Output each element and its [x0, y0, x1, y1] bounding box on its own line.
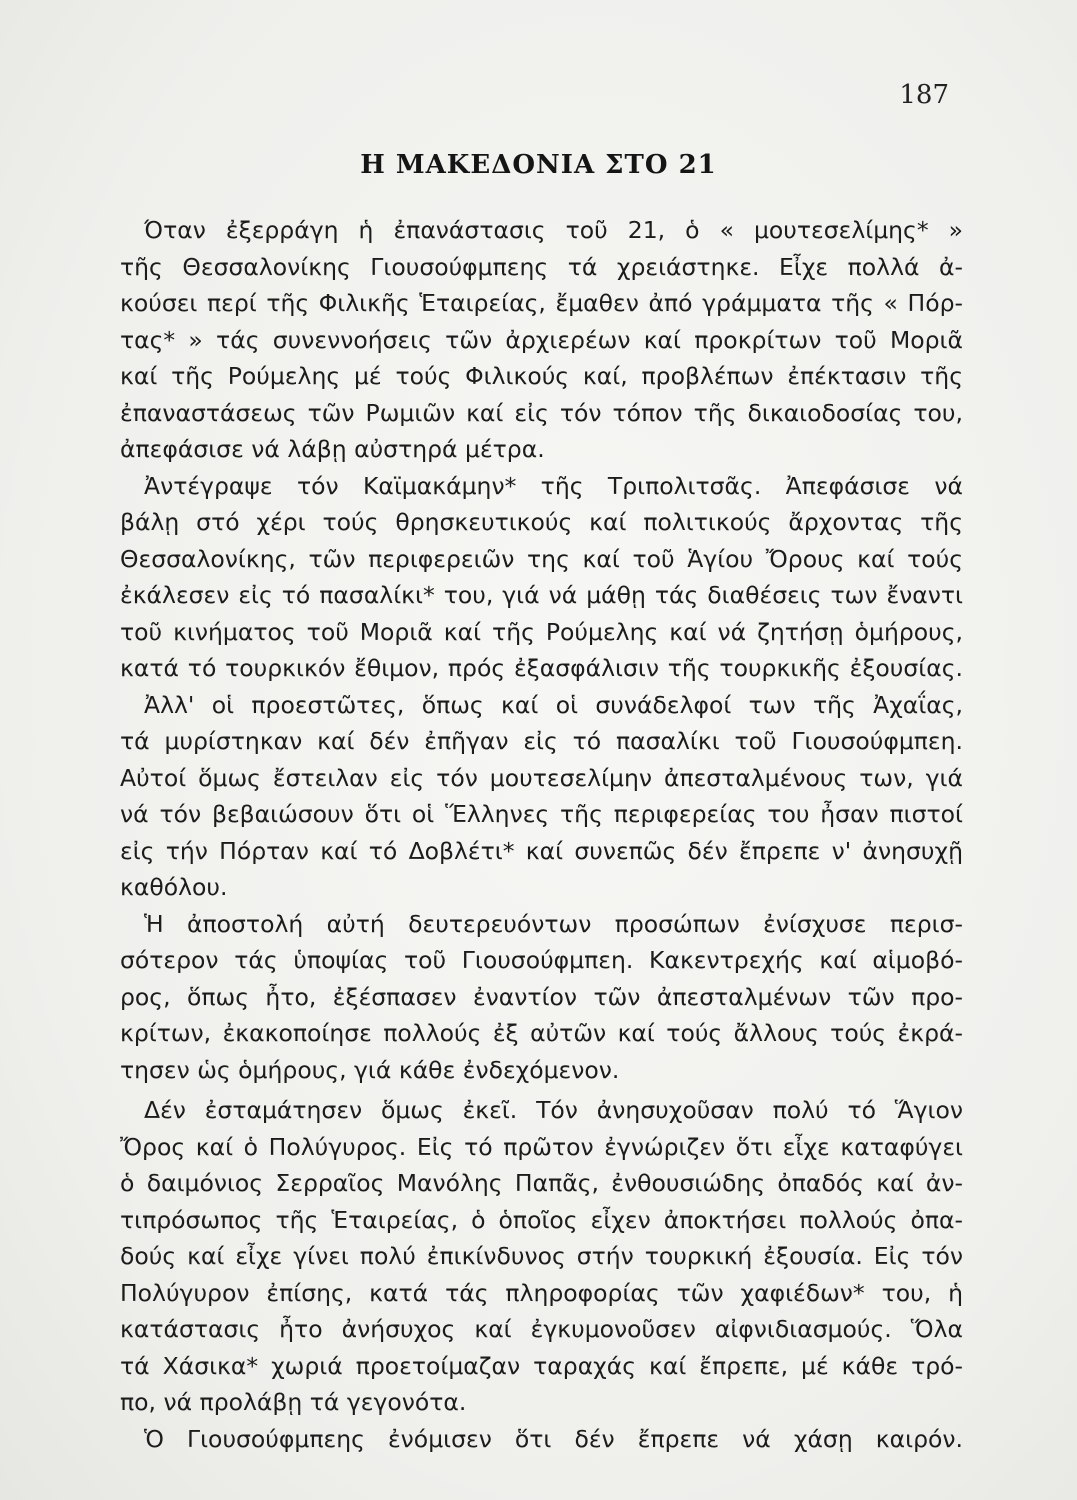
text-line: δούς καί εἶχε γίνει πολύ ἐπικίνδυνος στήν τουρκική ἐξουσία. Εἰς τόν: [120, 1242, 963, 1270]
text-line: Δέν ἐσταμάτησεν ὅμως ἐκεῖ. Τόν ἀνησυχοῦσαν πολύ τό Ἅγιον: [144, 1096, 963, 1124]
text-line: Ἡ ἀποστολή αὐτή δευτερευόντων προσώπων ἐνίσχυσε περισ-: [144, 909, 963, 938]
text-line: τά μυρίστηκαν καί δέν ἐπῆγαν εἰς τό πασαλίκι τοῦ Γιουσούφμπεη.: [120, 727, 963, 755]
paragraph: [120, 906, 963, 1089]
paragraph: [120, 212, 963, 468]
text-line: καθόλου.: [120, 873, 228, 901]
page-number: 187: [899, 80, 949, 110]
text-line: ρος, ὅπως ἦτο, ἐξέσπασεν ἐναντίον τῶν ἀπεσταλμένων τῶν προ-: [120, 982, 963, 1011]
text-line: κατά τό τουρκικόν ἔθιμον, πρός ἐξασφάλισιν τῆς τουρκικῆς ἐξουσίας.: [120, 654, 963, 682]
paragraph: [120, 1421, 963, 1458]
text-line: ἀπεφάσισε νά λάβῃ αὐστηρά μέτρα.: [120, 435, 545, 463]
text-line: Ὄρος καί ὁ Πολύγυρος. Εἰς τό πρῶτον ἐγνώριζεν ὅτι εἶχε καταφύγει: [120, 1132, 963, 1161]
text-line: τησεν ὡς ὁμήρους, γιά κάθε ἐνδεχόμενον.: [120, 1055, 620, 1084]
text-line: Ἀντέγραψε τόν Καϊμακάμην* τῆς Τριπολιτσᾶς. Ἀπεφάσισε νά: [144, 471, 963, 500]
text-line: εἰς τήν Πόρταν καί τό Δοβλέτι* καί συνεπῶς δέν ἔπρεπε ν' ἀνησυχῇ: [120, 836, 963, 865]
text-line: Αὐτοί ὅμως ἔστειλαν εἰς τόν μουτεσελίμην ἀπεσταλμένους των, γιά: [120, 763, 963, 792]
chapter-title: Η ΜΑΚΕΔΟΝΙΑ ΣΤΟ 21: [360, 150, 717, 180]
text-line: πο, νά προλάβῃ τά γεγονότα.: [120, 1388, 467, 1416]
text-line: Ὁ Γιουσούφμπεης ἐνόμισεν ὅτι δέν ἔπρεπε νά χάσῃ καιρόν.: [144, 1424, 963, 1453]
text-line: ὁ δαιμόνιος Σερραῖος Μανόλης Παπᾶς, ἐνθουσιώδης ὀπαδός καί ἀν-: [120, 1169, 963, 1197]
text-line: τῆς Θεσσαλονίκης Γιουσούφμπεης τά χρειάστηκε. Εἶχε πολλά ἀ-: [120, 252, 963, 281]
text-line: τοῦ κινήματος τοῦ Μοριᾶ καί τῆς Ρούμελης καί νά ζητήσῃ ὁμήρους,: [120, 617, 963, 646]
text-line: τας* » τάς συνεννοήσεις τῶν ἀρχιερέων καί προκρίτων τοῦ Μοριᾶ: [120, 325, 963, 354]
text-line: νά τόν βεβαιώσουν ὅτι οἱ Ἕλληνες τῆς περιφερείας του ἦσαν πιστοί: [120, 800, 963, 828]
text-line: τά Χάσικα* χωριά προετοίμαζαν ταραχάς καί ἔπρεπε, μέ κάθε τρό-: [120, 1351, 963, 1380]
text-line: βάλῃ στό χέρι τούς θρησκευτικούς καί πολιτικούς ἄρχοντας τῆς: [120, 508, 963, 536]
paragraph: [120, 687, 963, 906]
text-line: κρίτων, ἐκακοποίησε πολλούς ἐξ αὐτῶν καί τούς ἄλλους τούς ἐκρά-: [120, 1019, 963, 1047]
text-line: τιπρόσωπος τῆς Ἑταιρείας, ὁ ὁποῖος εἶχεν ἀποκτήσει πολλούς ὀπα-: [120, 1205, 963, 1234]
body-text: [120, 212, 963, 1457]
text-line: ἐπαναστάσεως τῶν Ρωμιῶν καί εἰς τόν τόπον τῆς δικαιοδοσίας του,: [120, 398, 963, 427]
text-line: σότερον τάς ὑποψίας τοῦ Γιουσούφμπεη. Κακεντρεχής καί αἱμοβό-: [120, 946, 963, 974]
text-line: Θεσσαλονίκης, τῶν περιφερειῶν της καί τοῦ Ἁγίου Ὄρους καί τούς: [120, 544, 963, 573]
text-line: κούσει περί τῆς Φιλικῆς Ἑταιρείας, ἔμαθεν ἀπό γράμματα τῆς « Πόρ-: [120, 289, 963, 317]
text-line: κατάστασις ἦτο ἀνήσυχος καί ἐγκυμονοῦσεν αἰφνιδιασμούς. Ὅλα: [120, 1315, 963, 1343]
text-line: Πολύγυρον ἐπίσης, κατά τάς πληροφορίας τῶν χαφιέδων* του, ἡ: [120, 1278, 963, 1307]
text-line: Ἀλλ' οἱ προεστῶτες, ὅπως καί οἱ συνάδελφοί των τῆς Ἀχαΐας,: [144, 690, 963, 719]
paragraph: [120, 468, 963, 687]
paragraph: [120, 1092, 963, 1421]
text-line: καί τῆς Ρούμελης μέ τούς Φιλικούς καί, προβλέπων ἐπέκτασιν τῆς: [120, 362, 963, 390]
text-line: Όταν ἐξερράγη ἡ ἐπανάστασις τοῦ 21, ὁ « μουτεσελίμης* »: [144, 216, 963, 244]
text-line: ἐκάλεσεν εἰς τό πασαλίκι* του, γιά νά μάθῃ τάς διαθέσεις των ἔναντι: [120, 581, 963, 609]
